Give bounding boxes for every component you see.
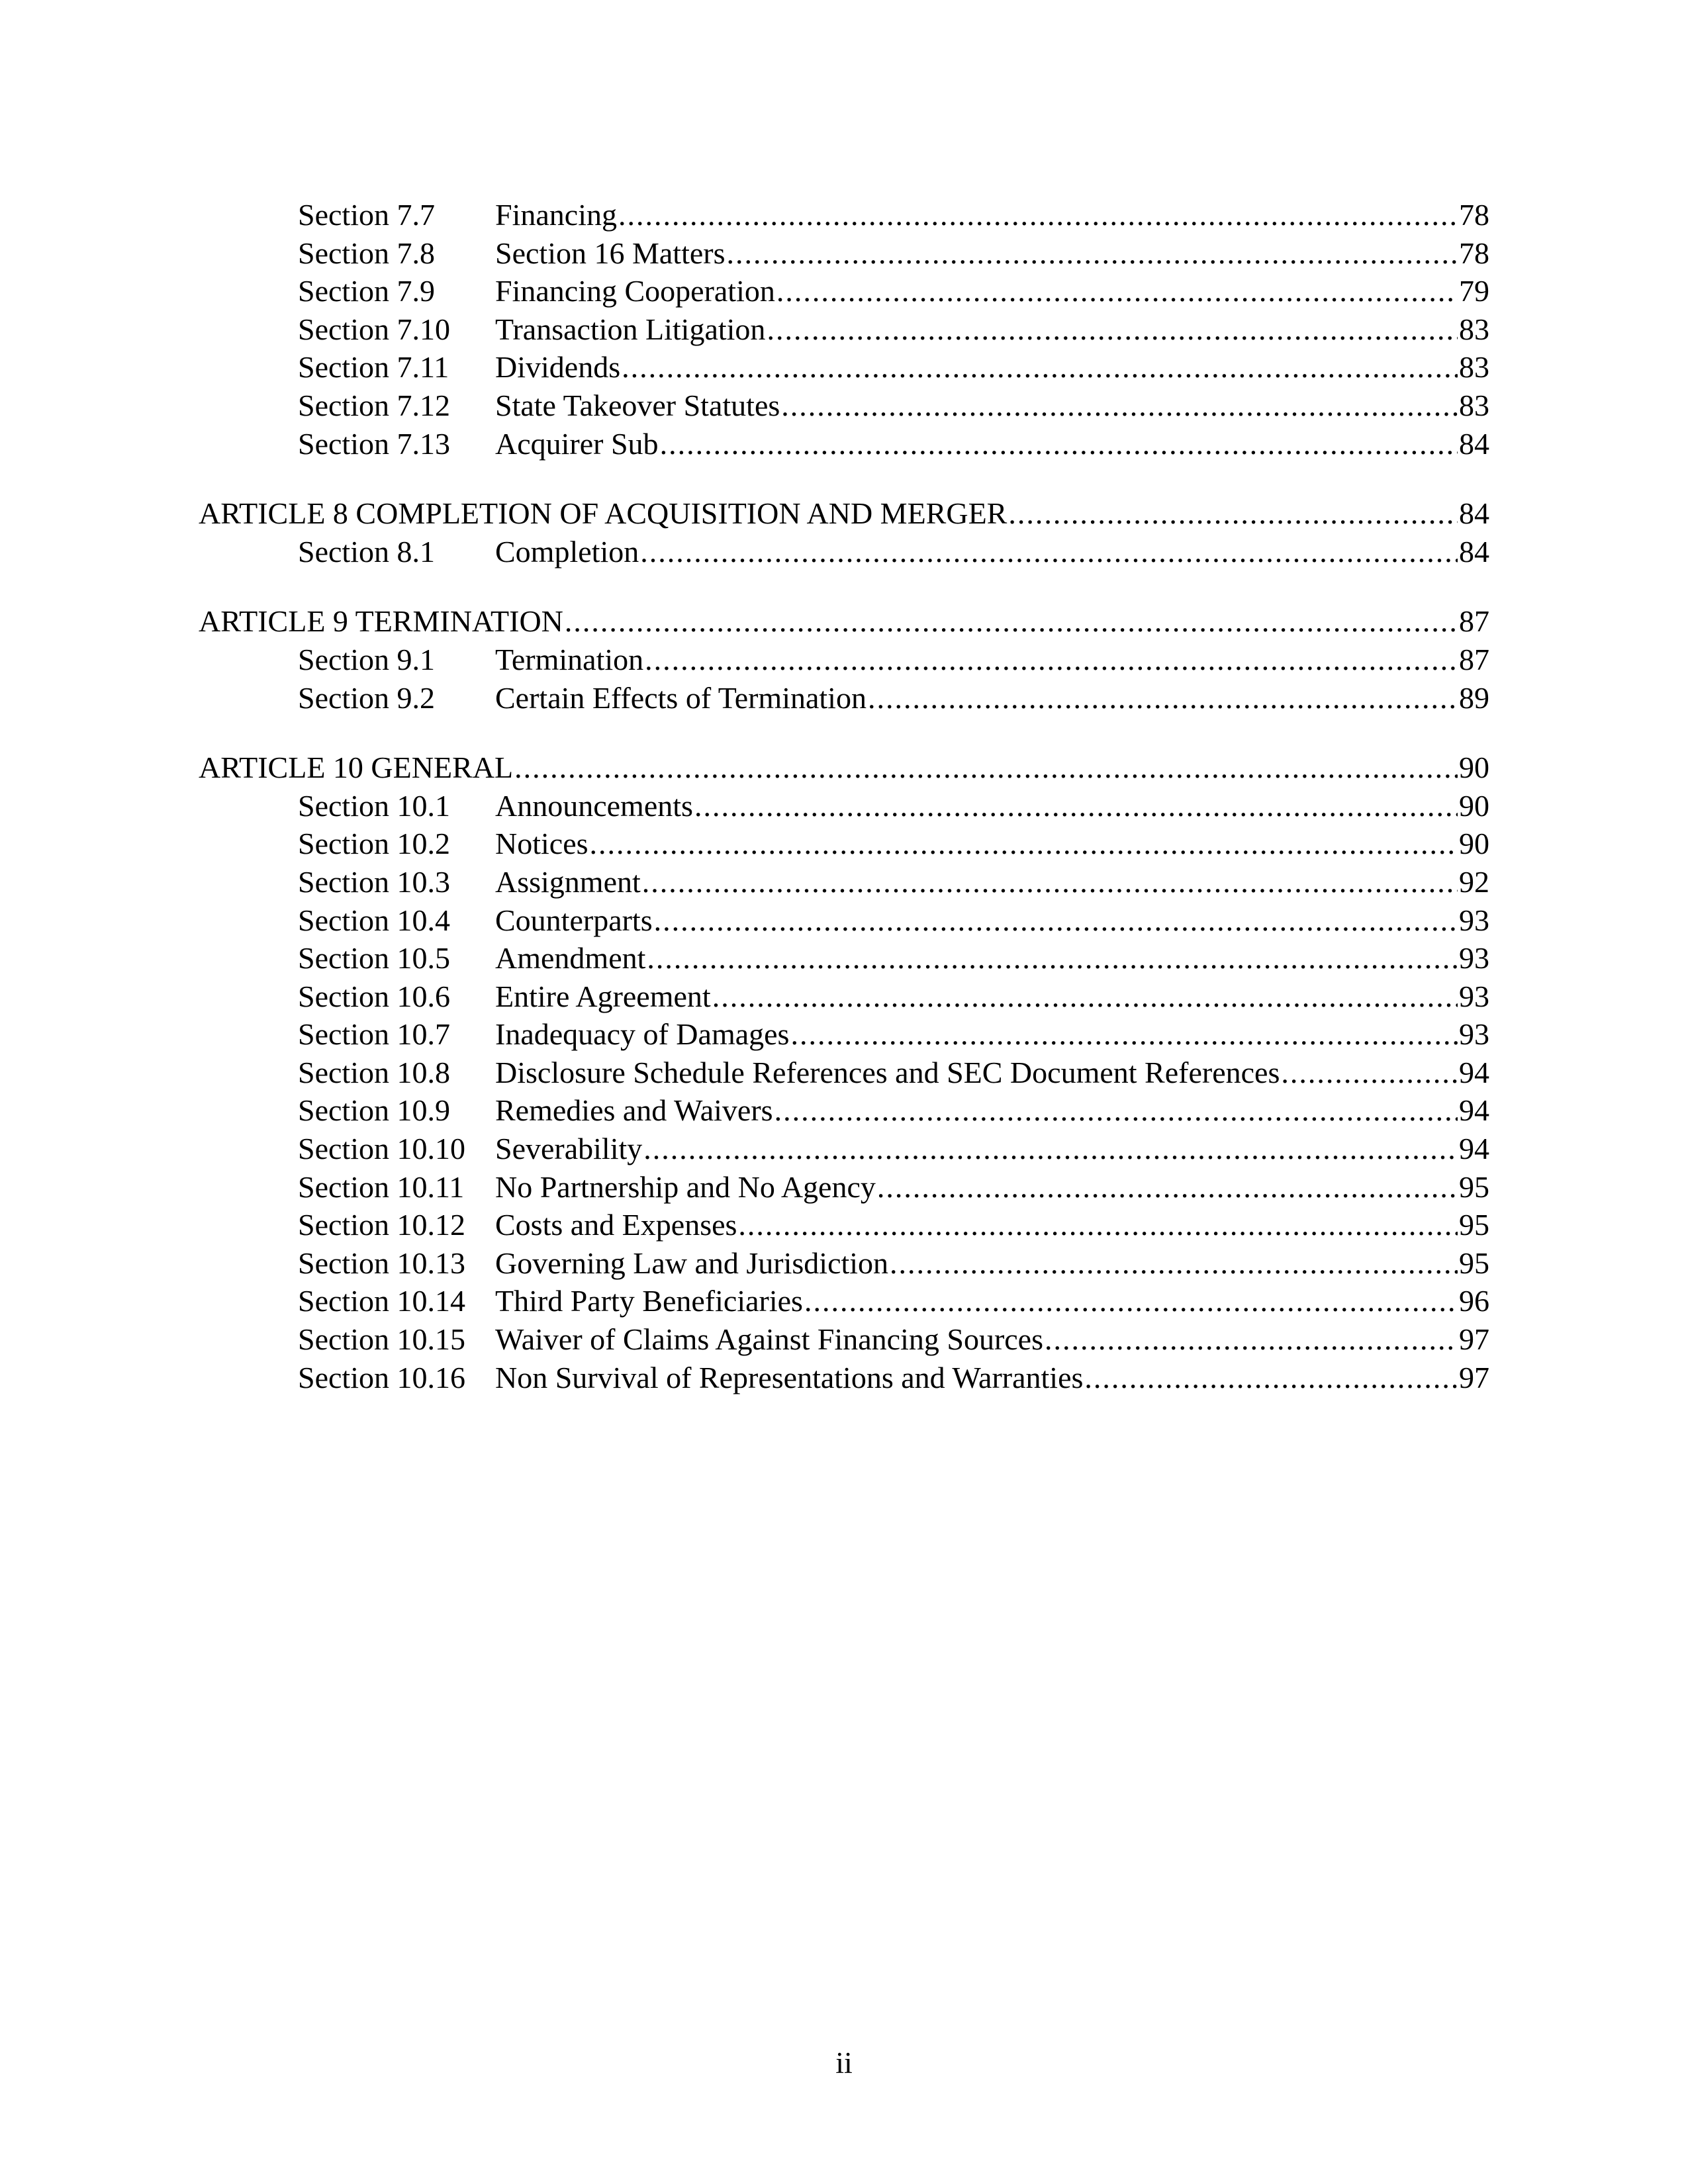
page-reference: 97 xyxy=(1459,1360,1489,1394)
toc-section-entry xyxy=(199,234,1489,273)
section-number: Section 10.6 xyxy=(298,979,450,1013)
dot-leader xyxy=(1045,1320,1458,1359)
dot-leader xyxy=(1008,494,1458,533)
section-number: Section 10.2 xyxy=(298,827,450,861)
toc-section-entry xyxy=(199,425,1489,463)
page-reference: 83 xyxy=(1459,312,1489,346)
section-title: Third Party Beneficiaries xyxy=(495,1284,803,1318)
page-reference: 83 xyxy=(1459,388,1489,422)
section-title: Amendment xyxy=(495,941,646,976)
toc-section-entry xyxy=(199,641,1489,679)
dot-leader xyxy=(712,978,1458,1016)
section-title: Disclosure Schedule References and SEC Document References xyxy=(495,1055,1280,1089)
toc-section-entry xyxy=(199,787,1489,825)
section-title: Entire Agreement xyxy=(495,979,711,1013)
dot-leader xyxy=(645,641,1458,679)
section-number: Section 7.11 xyxy=(298,350,449,385)
dot-leader xyxy=(514,749,1458,787)
page-reference: 95 xyxy=(1459,1208,1489,1242)
toc-section-entry xyxy=(199,196,1489,234)
section-title: Assignment xyxy=(495,864,641,899)
section-title: Announcements xyxy=(495,788,693,823)
page-reference: 92 xyxy=(1459,864,1489,899)
section-number: Section 10.15 xyxy=(298,1322,465,1357)
dot-leader xyxy=(618,196,1458,234)
dot-leader xyxy=(1281,1054,1458,1092)
section-title: Non Survival of Representations and Warranties xyxy=(495,1360,1084,1394)
dot-leader xyxy=(877,1168,1458,1206)
toc-section-entry xyxy=(199,1168,1489,1206)
section-title: Remedies and Waivers xyxy=(495,1093,773,1128)
section-title: Acquirer Sub xyxy=(495,426,659,461)
page-reference: 96 xyxy=(1459,1284,1489,1318)
dot-leader xyxy=(727,234,1458,273)
section-number: Section 10.3 xyxy=(298,864,450,899)
dot-leader xyxy=(774,1091,1458,1130)
toc-section-entry xyxy=(199,310,1489,349)
toc-section-entry xyxy=(199,1015,1489,1054)
toc-section-entry xyxy=(199,825,1489,863)
toc-section-entry xyxy=(199,863,1489,901)
section-title: State Takeover Statutes xyxy=(495,388,780,422)
page-reference: 93 xyxy=(1459,979,1489,1013)
page-reference: 97 xyxy=(1459,1322,1489,1357)
section-number: Section 7.13 xyxy=(298,426,450,461)
section-number: Section 10.4 xyxy=(298,903,450,937)
dot-leader xyxy=(804,1282,1458,1320)
toc-section-entry xyxy=(199,1206,1489,1244)
dot-leader xyxy=(738,1206,1458,1244)
dot-leader xyxy=(642,863,1458,901)
dot-leader xyxy=(647,939,1458,978)
page-reference: 90 xyxy=(1459,751,1489,785)
page-reference: 93 xyxy=(1459,941,1489,976)
section-number: Section 10.11 xyxy=(298,1169,465,1204)
dot-leader xyxy=(622,348,1458,387)
toc-section-entry xyxy=(199,901,1489,940)
section-number: Section 10.1 xyxy=(298,788,450,823)
dot-leader xyxy=(654,901,1458,940)
section-number: Section 7.7 xyxy=(298,198,435,232)
dot-leader xyxy=(890,1244,1458,1283)
section-title: Certain Effects of Termination xyxy=(495,680,867,715)
section-title: Dividends xyxy=(495,350,621,385)
section-title: Severability xyxy=(495,1132,643,1166)
section-title: Termination xyxy=(495,642,644,676)
page-reference: 79 xyxy=(1459,274,1489,308)
table-of-contents xyxy=(199,196,1489,1396)
dot-leader xyxy=(565,602,1458,641)
dot-leader xyxy=(790,1015,1458,1054)
toc-section-entry xyxy=(199,272,1489,310)
page-reference: 83 xyxy=(1459,350,1489,385)
toc-section-entry xyxy=(199,679,1489,717)
section-number: Section 7.8 xyxy=(298,236,435,270)
page-reference: 84 xyxy=(1459,534,1489,569)
page-reference: 95 xyxy=(1459,1169,1489,1204)
toc-section-entry xyxy=(199,1359,1489,1397)
dot-leader xyxy=(776,272,1458,310)
section-title: Costs and Expenses xyxy=(495,1208,737,1242)
section-title: Governing Law and Jurisdiction xyxy=(495,1246,889,1280)
toc-section-entry xyxy=(199,348,1489,387)
page-reference: 84 xyxy=(1459,426,1489,461)
section-number: Section 10.8 xyxy=(298,1055,450,1089)
dot-leader xyxy=(660,425,1458,463)
section-title: Financing Cooperation xyxy=(495,274,775,308)
section-number: Section 7.10 xyxy=(298,312,450,346)
section-title: Financing xyxy=(495,198,617,232)
toc-section-entry xyxy=(199,1282,1489,1320)
toc-section-entry xyxy=(199,1244,1489,1283)
toc-article-entry xyxy=(199,494,1489,533)
toc-section-entry xyxy=(199,1130,1489,1168)
dot-leader xyxy=(640,533,1458,571)
page-reference: 95 xyxy=(1459,1246,1489,1280)
article-title: ARTICLE 9 TERMINATION xyxy=(199,604,563,639)
section-title: Counterparts xyxy=(495,903,653,937)
section-number: Section 10.13 xyxy=(298,1246,465,1280)
page-reference: 87 xyxy=(1459,604,1489,639)
section-number: Section 10.7 xyxy=(298,1017,450,1052)
section-number: Section 7.9 xyxy=(298,274,435,308)
page-reference: 84 xyxy=(1459,496,1489,531)
section-title: Completion xyxy=(495,534,639,569)
page-reference: 78 xyxy=(1459,236,1489,270)
section-number: Section 10.16 xyxy=(298,1360,465,1394)
toc-section-entry xyxy=(199,1320,1489,1359)
section-title: No Partnership and No Agency xyxy=(495,1169,876,1204)
article-title: ARTICLE 10 GENERAL xyxy=(199,751,514,785)
toc-section-entry xyxy=(199,978,1489,1016)
section-number: Section 10.10 xyxy=(298,1132,465,1166)
section-number: Section 10.9 xyxy=(298,1093,450,1128)
section-title: Notices xyxy=(495,827,588,861)
page-reference: 94 xyxy=(1459,1132,1489,1166)
page-number: ii xyxy=(835,2046,853,2079)
section-number: Section 9.1 xyxy=(298,642,435,676)
page-reference: 89 xyxy=(1459,680,1489,715)
section-number: Section 10.5 xyxy=(298,941,450,976)
toc-section-entry xyxy=(199,1091,1489,1130)
section-number: Section 9.2 xyxy=(298,680,435,715)
dot-leader xyxy=(781,387,1458,425)
section-title: Transaction Litigation xyxy=(495,312,766,346)
dot-leader xyxy=(767,310,1458,349)
page-reference: 93 xyxy=(1459,903,1489,937)
article-title: ARTICLE 8 COMPLETION OF ACQUISITION AND MERGER xyxy=(199,496,1008,531)
dot-leader xyxy=(868,679,1458,717)
toc-article-entry xyxy=(199,602,1489,641)
section-title: Inadequacy of Damages xyxy=(495,1017,790,1052)
page-reference: 90 xyxy=(1459,788,1489,823)
dot-leader xyxy=(643,1130,1458,1168)
toc-section-entry xyxy=(199,1054,1489,1092)
page-reference: 94 xyxy=(1459,1093,1489,1128)
section-number: Section 7.12 xyxy=(298,388,450,422)
section-number: Section 10.14 xyxy=(298,1284,465,1318)
page-reference: 93 xyxy=(1459,1017,1489,1052)
section-number: Section 8.1 xyxy=(298,534,435,569)
dot-leader xyxy=(694,787,1458,825)
section-number: Section 10.12 xyxy=(298,1208,465,1242)
page-reference: 78 xyxy=(1459,198,1489,232)
section-title: Section 16 Matters xyxy=(495,236,726,270)
page-reference: 94 xyxy=(1459,1055,1489,1089)
toc-section-entry xyxy=(199,533,1489,571)
dot-leader xyxy=(1084,1359,1458,1397)
toc-section-entry xyxy=(199,939,1489,978)
toc-section-entry xyxy=(199,387,1489,425)
dot-leader xyxy=(590,825,1458,863)
toc-article-entry xyxy=(199,749,1489,787)
page-reference: 90 xyxy=(1459,827,1489,861)
page-reference: 87 xyxy=(1459,642,1489,676)
section-title: Waiver of Claims Against Financing Sources xyxy=(495,1322,1043,1357)
